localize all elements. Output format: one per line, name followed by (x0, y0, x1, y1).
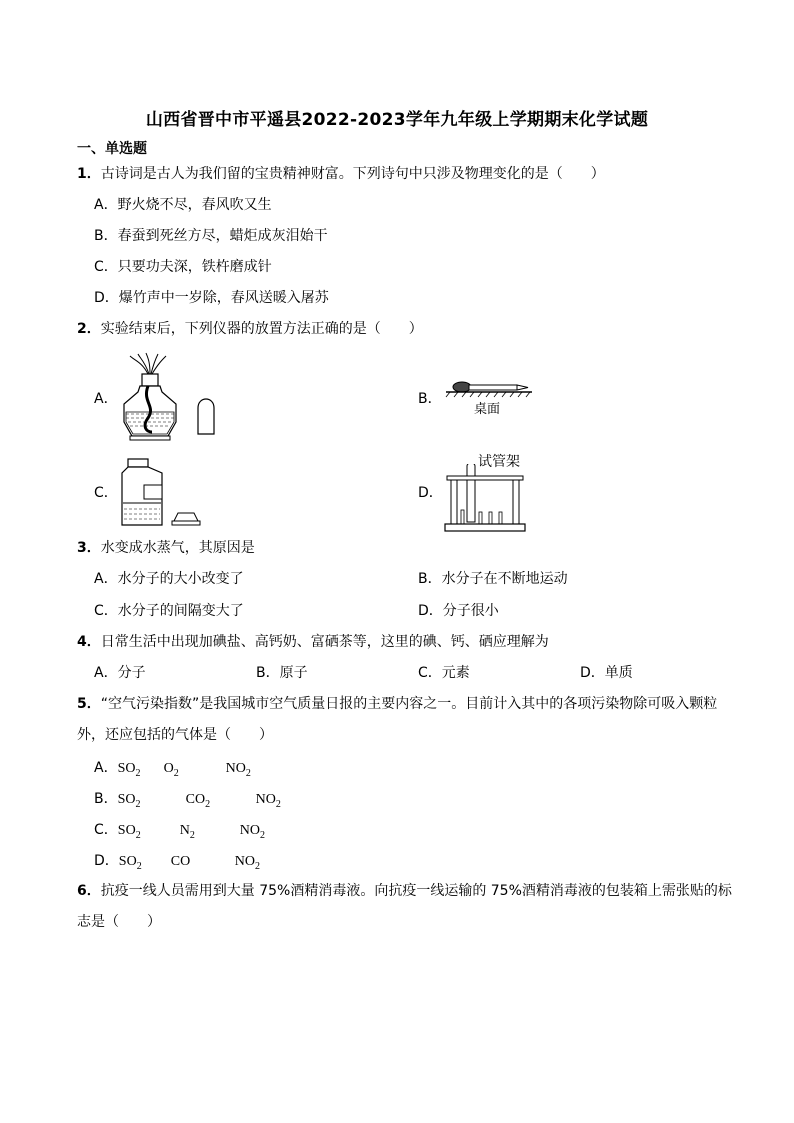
q2-label-b: B． (418, 391, 442, 407)
q4-option-d: D．单质 (580, 665, 633, 681)
test-tube-rack-caption: 试管架 (478, 454, 520, 470)
question-3 (77, 538, 255, 558)
question-4 (77, 632, 549, 652)
question-number: 5． (77, 696, 101, 712)
q3-option-a: A．水分子的大小改变了 (94, 571, 244, 587)
question-1 (77, 164, 605, 184)
question-text: 古诗词是古人为我们留的宝贵精神财富。下列诗句中只涉及物理变化的是（ ） (100, 166, 605, 182)
q1-option-d: D．爆竹声中一岁除，春风送暖入屠苏 (94, 290, 329, 306)
question-text: 水变成水蒸气，其原因是 (100, 540, 255, 556)
question-number: 2． (77, 321, 101, 337)
q5-option-c: C．$SO_2$ $N_2$ $NO_2$ (94, 822, 266, 841)
q2-label-a: A． (94, 391, 118, 407)
desk-caption: 桌面 (474, 402, 501, 417)
question-5 (77, 689, 741, 751)
q2-label-c: C． (94, 485, 118, 501)
alcohol-lamp-figure (112, 352, 222, 444)
question-6 (77, 876, 741, 938)
question-text: 日常生活中出现加碘盐、高钙奶、富硒茶等，这里的碘、钙、硒应理解为 (100, 634, 549, 650)
q3-option-d: D．分子很小 (418, 603, 499, 619)
section-heading: 一、单选题 (77, 141, 147, 157)
test-tube-rack-figure (443, 464, 527, 534)
question-number: 6． (77, 883, 101, 899)
q1-option-a: A．野火烧不尽，春风吹又生 (94, 197, 272, 213)
question-number: 1． (77, 166, 101, 182)
q3-option-c: C．水分子的间隔变大了 (94, 603, 244, 619)
question-text: 抗疫一线人员需用到大量 75%酒精消毒液。向抗疫一线运输的 75%酒精消毒液的包装箱上需张贴的标志是（ ） (77, 883, 732, 930)
q1-option-c: C．只要功夫深，铁杵磨成针 (94, 259, 272, 275)
dropper-on-desk-figure (436, 378, 536, 400)
reagent-bottle-figure (118, 457, 204, 529)
question-2 (77, 319, 423, 339)
q5-option-a: A．$SO_2$ $O_2$ $NO_2$ (94, 760, 251, 779)
q4-option-a: A．分子 (94, 665, 146, 681)
q4-option-c: C．元素 (418, 665, 470, 681)
question-text: “空气污染指数”是我国城市空气质量日报的主要内容之一。目前计入其中的各项污染物除可吸入颗粒外，还应包括的气体是（ ） (77, 696, 718, 743)
question-number: 3． (77, 540, 101, 556)
q5-option-b: B．$SO_2$ $CO_2$ $NO_2$ (94, 791, 281, 810)
question-text: 实验结束后，下列仪器的放置方法正确的是（ ） (100, 321, 423, 337)
q2-label-d: D． (418, 485, 443, 501)
page-title: 山西省晋中市平遥县2022-2023学年九年级上学期期末化学试题 (145, 110, 649, 130)
question-number: 4． (77, 634, 101, 650)
q5-option-d: D．$SO_2$ CO $NO_2$ (94, 853, 261, 872)
q1-option-b: B．春蚕到死丝方尽，蜡炬成灰泪始干 (94, 228, 328, 244)
q4-option-b: B．原子 (256, 665, 308, 681)
q3-option-b: B．水分子在不断地运动 (418, 571, 568, 587)
